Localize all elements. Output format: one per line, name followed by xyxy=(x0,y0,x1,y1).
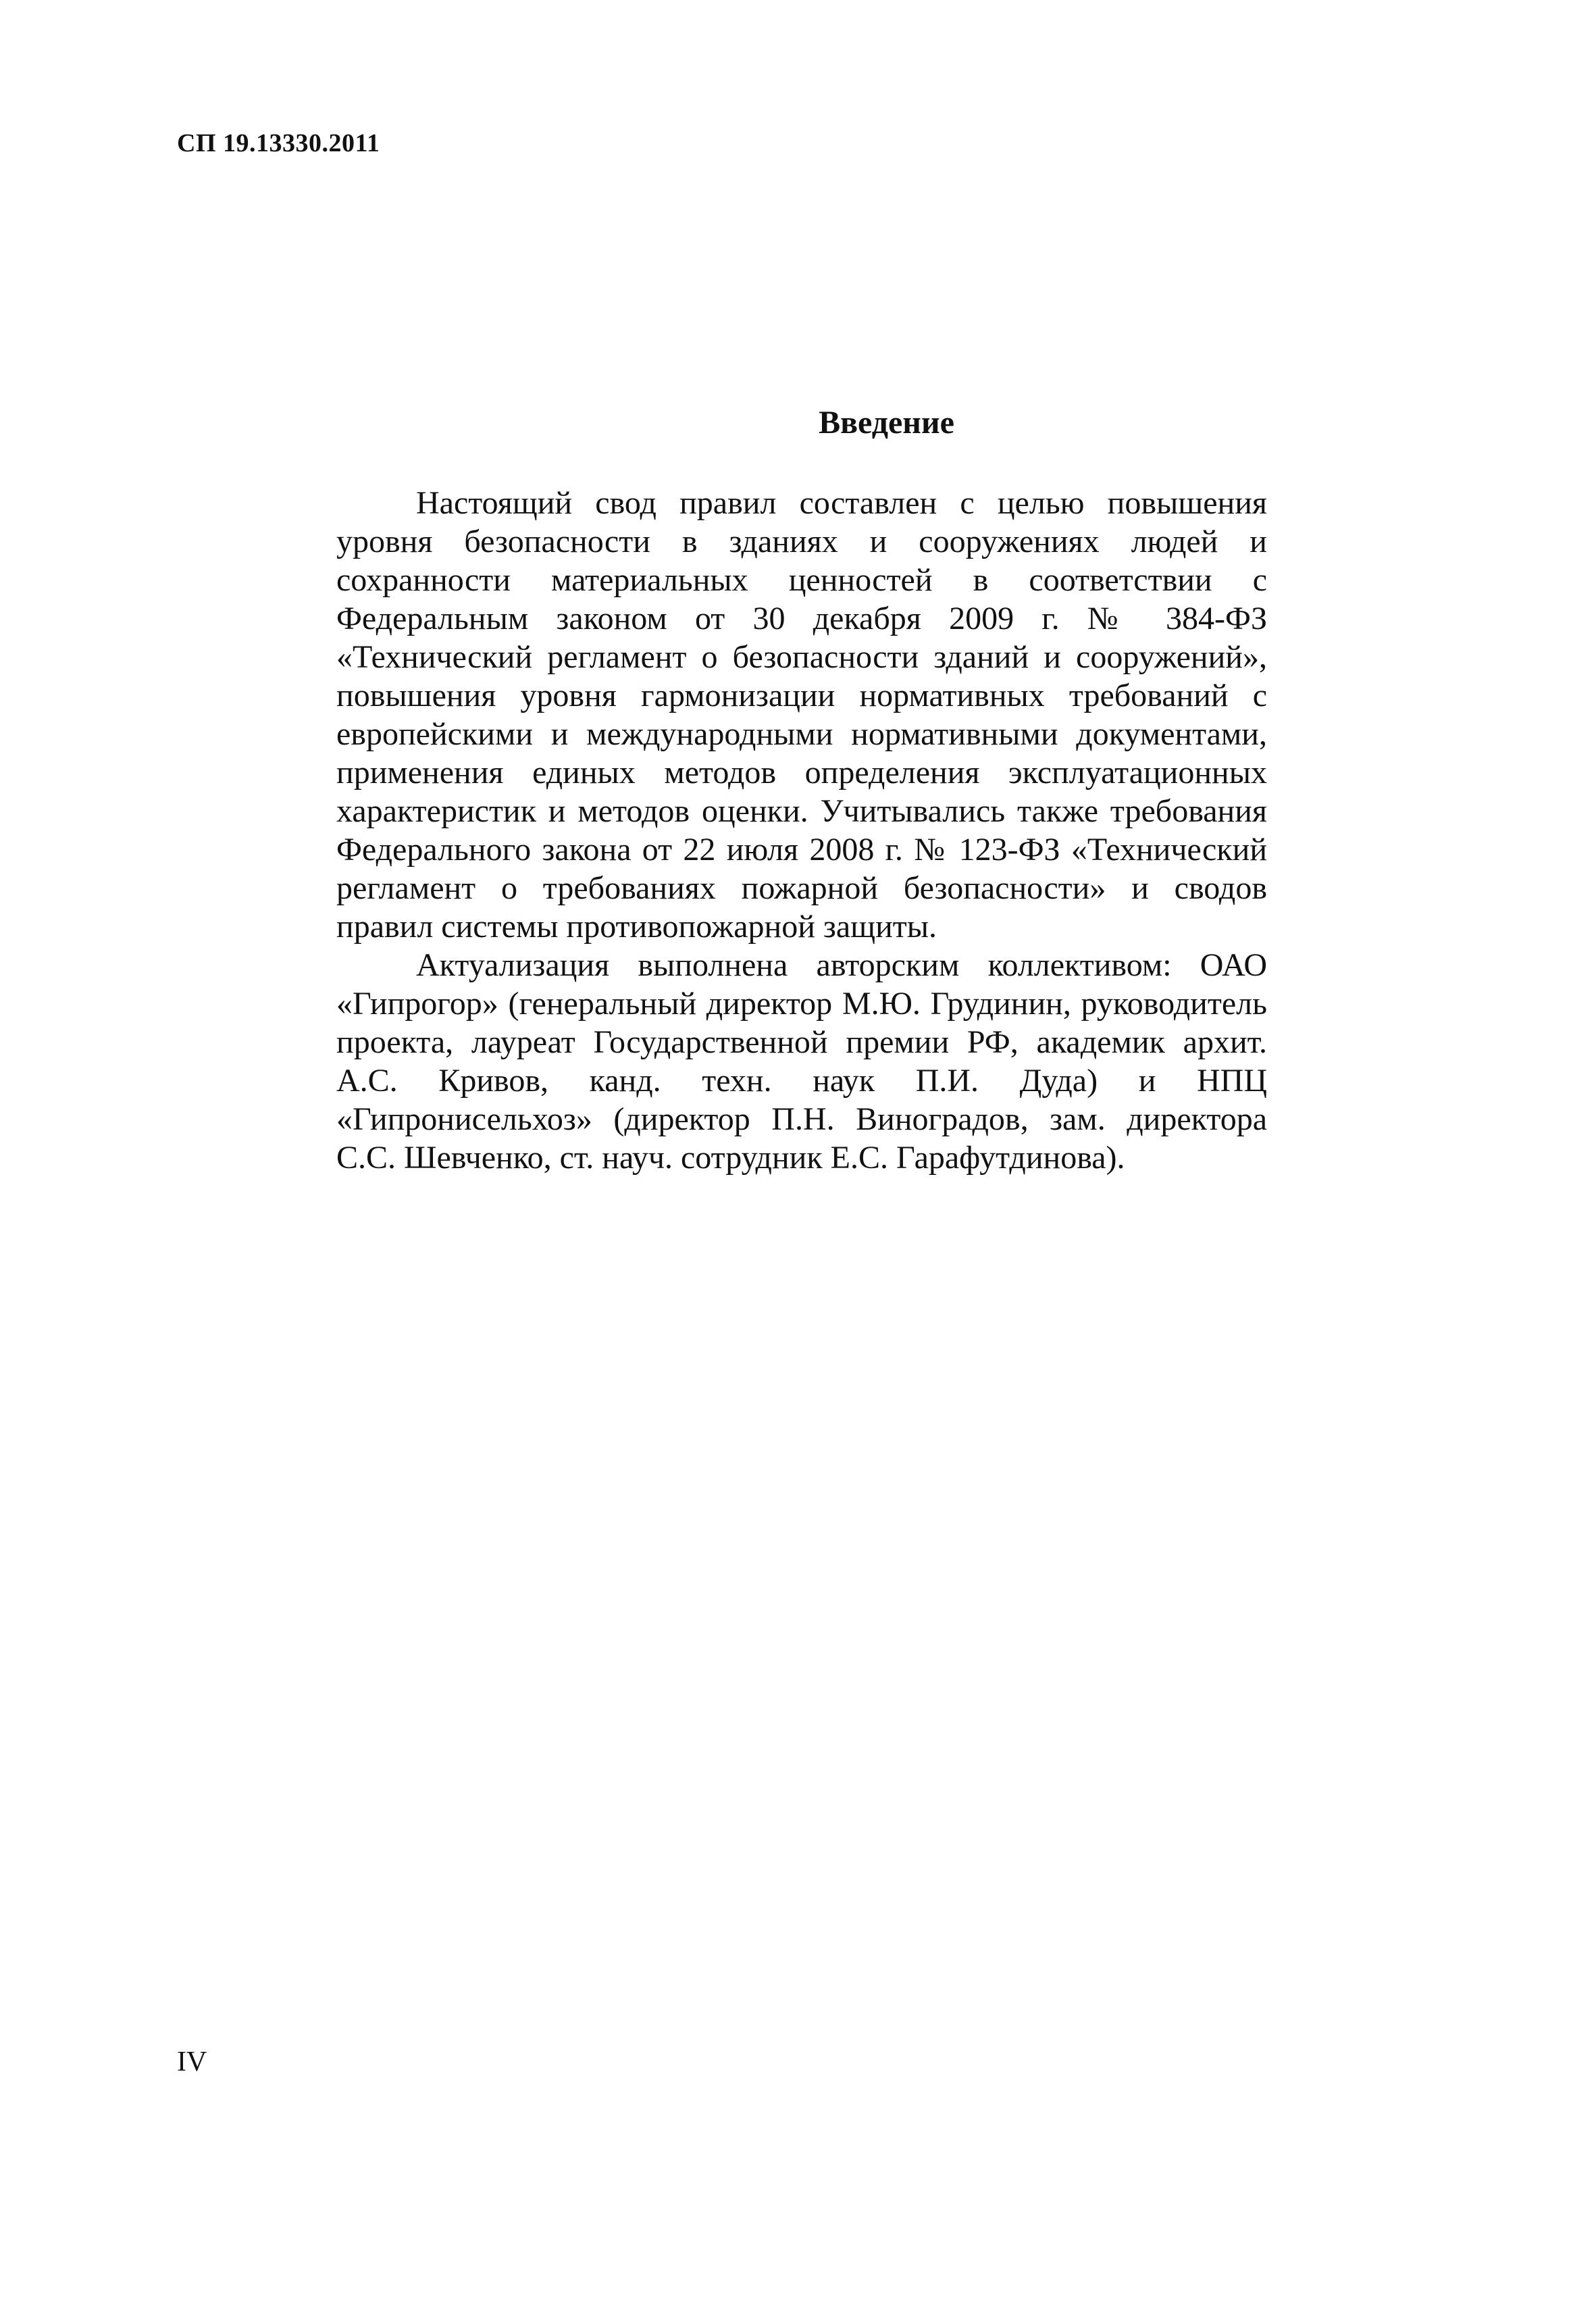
section-title: Введение xyxy=(819,405,954,441)
paragraph-authors: Актуализация выполнена авторским коллективом: ОАО «Гипрогор» (генеральный директор М.Ю. Грудинин, руководитель проекта, лауреат Государственной премии РФ, академик архит. А.С. Кривов, канд. техн. наук П.И. Дуда) и НПЦ «Гипронисельхоз» (директор П.Н. Виноградов, зам. директора С.С. Шевченко, ст. науч. сотрудник Е.С. Гарафутдинова). xyxy=(336,947,1267,1176)
page-number: IV xyxy=(177,2046,207,2078)
section-body xyxy=(336,484,1267,1177)
document-code: СП 19.13330.2011 xyxy=(177,129,380,157)
paragraph-purpose: Настоящий свод правил составлен с целью повышения уровня безопасности в зданиях и сооружениях людей и сохранности материальных ценностей в соответствии с Федеральным законом от 30 декабря 2009 г. № 384-ФЗ «Технический регламент о безопасности зданий и сооружений», повышения уровня гармонизации нормативных требований с европейскими и международными нормативными документами, применения единых методов определения эксплуатационных характеристик и методов оценки. Учитывались также требования Федерального закона от 22 июля 2008 г. № 123-ФЗ «Технический регламент о требованиях пожарной безопасности» и сводов правил системы противопожарной защиты. xyxy=(336,485,1267,945)
